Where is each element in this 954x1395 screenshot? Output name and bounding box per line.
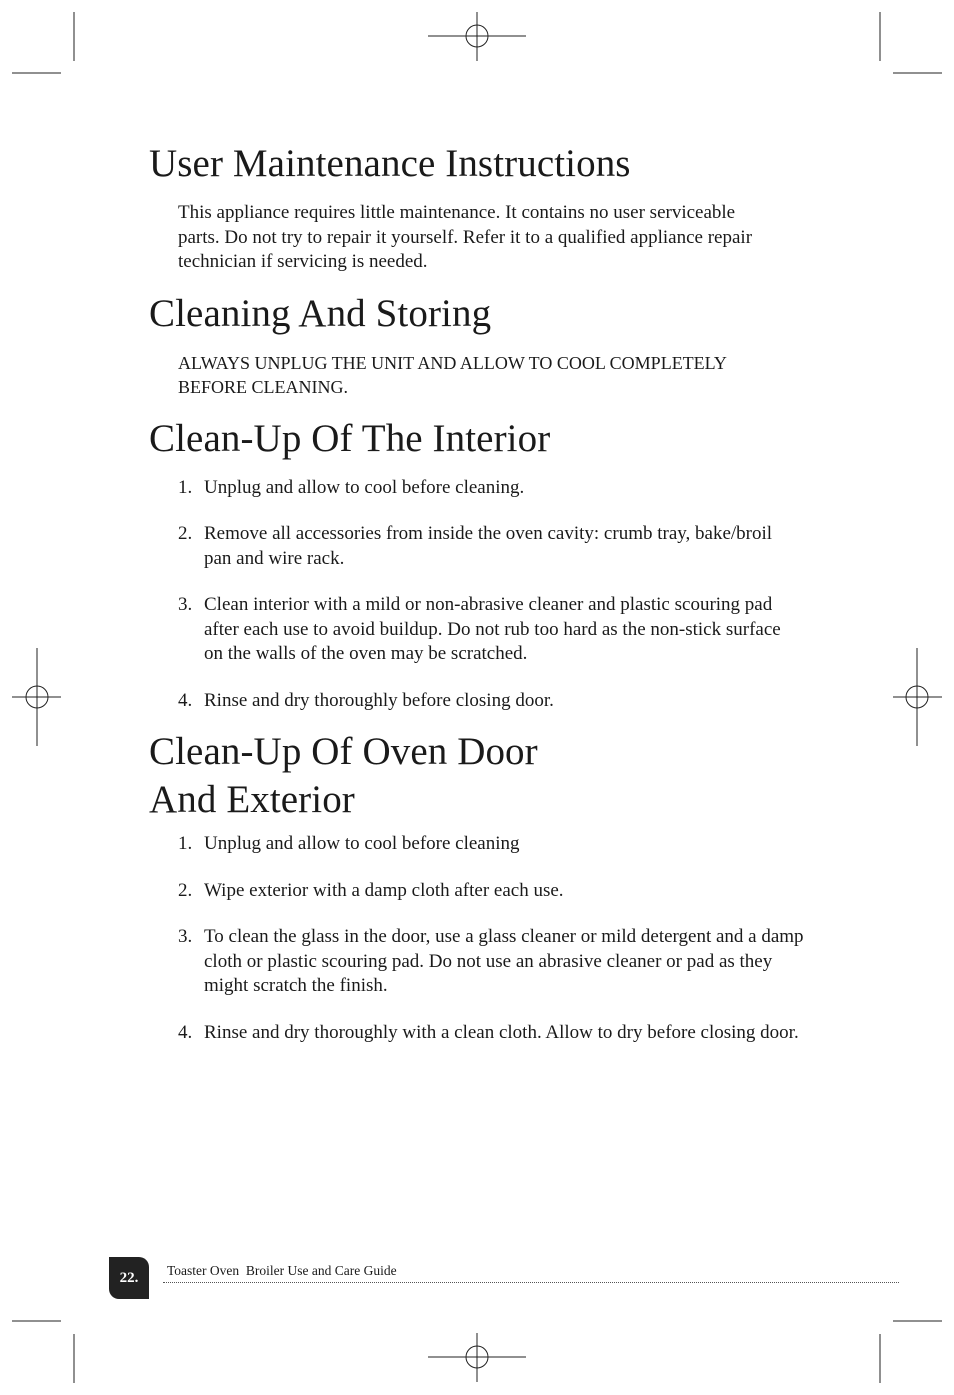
list-item xyxy=(178,925,819,999)
section-cleaning-storing xyxy=(149,290,819,400)
heading-line-2: And Exterior xyxy=(149,778,355,821)
unplug-warning: ALWAYS UNPLUG THE UNIT AND ALLOW TO COOL COMPLETELY BEFORE CLEANING. xyxy=(178,352,727,397)
section-door-exterior-cleanup xyxy=(149,728,819,1045)
section-user-maintenance xyxy=(149,140,819,275)
page-number-badge: 22. xyxy=(109,1257,149,1299)
list-item xyxy=(178,689,819,714)
heading-line-1: Clean-Up Of Oven Door xyxy=(149,730,538,773)
heading-interior-cleanup: Clean-Up Of The Interior xyxy=(149,416,551,460)
list-item xyxy=(178,1021,819,1046)
step-text: Remove all accessories from inside the oven cavity: crumb tray, bake/broil pan and wire rack. xyxy=(204,523,773,569)
maintenance-paragraph: This appliance requires little maintenance. It contains no user serviceable parts. Do not try to repair it yourself. Refer it to a qualified appliance repair technician if servicing is needed. xyxy=(178,202,753,272)
list-item xyxy=(178,593,819,667)
step-number: 3. xyxy=(178,594,193,615)
step-number: 3. xyxy=(178,926,193,947)
heading-door-exterior-cleanup xyxy=(149,728,819,824)
step-number: 1. xyxy=(178,833,193,854)
list-item xyxy=(178,522,819,571)
step-number: 4. xyxy=(178,1021,193,1043)
step-text: Rinse and dry thoroughly with a clean cloth. Allow to dry before closing door. xyxy=(204,1021,799,1043)
page-footer xyxy=(109,1257,899,1299)
step-text: Wipe exterior with a damp cloth after each use. xyxy=(204,879,564,901)
list-item xyxy=(178,832,819,857)
step-number: 2. xyxy=(178,879,193,901)
door-steps-list xyxy=(178,832,819,1045)
heading-user-maintenance: User Maintenance Instructions xyxy=(149,142,631,185)
footer-dotted-rule xyxy=(163,1282,899,1283)
page-content xyxy=(149,140,819,1045)
heading-cleaning-storing: Cleaning And Storing xyxy=(149,291,492,335)
step-number: 4. xyxy=(178,689,193,711)
step-text: To clean the glass in the door, use a glass cleaner or mild detergent and a damp cloth or plastic scouring pad. Do not use an abrasive cleaner or pad as they might scratch the finish. xyxy=(204,926,804,996)
step-number: 2. xyxy=(178,523,193,544)
step-text: Unplug and allow to cool before cleaning xyxy=(204,833,520,854)
step-text: Rinse and dry thoroughly before closing door. xyxy=(204,689,554,711)
list-item xyxy=(178,879,819,904)
section-interior-cleanup xyxy=(149,415,819,714)
interior-steps-list xyxy=(178,476,819,714)
step-text: Unplug and allow to cool before cleaning. xyxy=(204,476,525,498)
footer-title: Toaster Oven Broiler Use and Care Guide xyxy=(167,1263,397,1278)
step-text: Clean interior with a mild or non-abrasive cleaner and plastic scouring pad after each use to avoid buildup. Do not rub too hard as the non-stick surface on the walls of the oven may be scratched. xyxy=(204,594,781,664)
step-number: 1. xyxy=(178,476,193,498)
list-item xyxy=(178,476,819,501)
